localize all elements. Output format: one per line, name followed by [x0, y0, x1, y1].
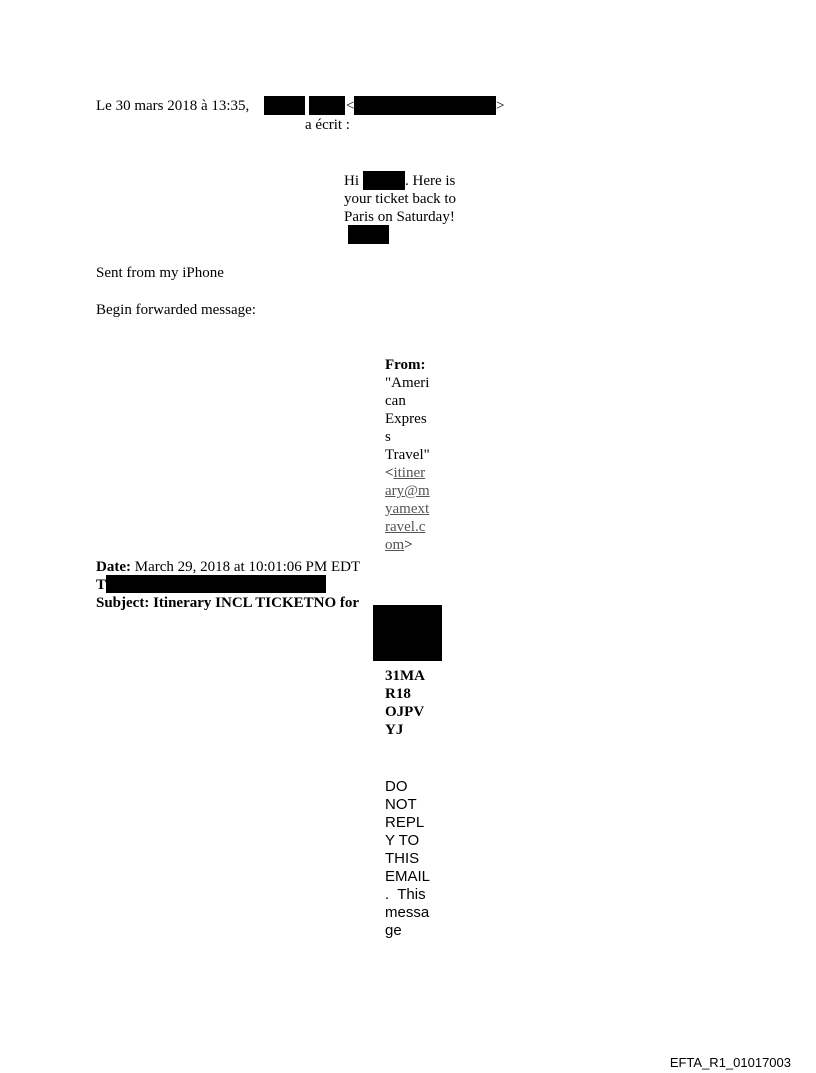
greeting-hi: Hi	[344, 173, 359, 189]
email-link-part[interactable]: ary@m	[385, 483, 430, 499]
from-line: can	[385, 393, 406, 409]
quote-header-gt: >	[496, 98, 505, 114]
quote-header-lt: <	[346, 98, 355, 114]
subject-continuation	[385, 667, 425, 739]
body-text	[385, 778, 430, 940]
subject-continuation-line: R18	[385, 686, 411, 702]
redaction-block	[354, 96, 496, 115]
sent-from-line: Sent from my iPhone	[96, 265, 224, 281]
document-id: EFTA_R1_01017003	[669, 1055, 791, 1070]
body-line: Y TO	[385, 832, 420, 849]
begin-forwarded-line: Begin forwarded message:	[96, 302, 256, 318]
body-line: EMAIL	[385, 868, 431, 885]
from-label: From:	[385, 357, 426, 373]
redaction-block	[106, 575, 326, 593]
date-value: March 29, 2018 at 10:01:06 PM EDT	[134, 559, 361, 575]
redaction-block	[309, 96, 345, 115]
email-open: <	[385, 465, 394, 481]
quote-header-wrote: a écrit :	[305, 117, 350, 133]
to-label: T	[96, 577, 107, 593]
greeting-line1-rest: . Here is	[405, 173, 456, 189]
redaction-block	[264, 96, 305, 115]
greeting-line2: your ticket back to	[344, 191, 457, 207]
subject-continuation-line: 31MA	[385, 668, 425, 684]
redaction-block	[363, 171, 405, 190]
body-line: . This	[385, 886, 426, 903]
date-label: Date:	[96, 559, 131, 575]
from-line: "Ameri	[385, 375, 430, 391]
to-line	[96, 576, 106, 594]
date-line	[96, 558, 360, 576]
body-line: DO	[385, 778, 408, 795]
from-line: s	[385, 429, 391, 445]
redaction-block	[348, 225, 389, 244]
greeting-line3: Paris on Saturday!	[344, 209, 455, 225]
subject-text: Subject: Itinerary INCL TICKETNO for	[96, 595, 360, 611]
body-line: ge	[385, 922, 402, 939]
email-link-part[interactable]: om	[385, 537, 405, 553]
body-line: THIS	[385, 850, 420, 867]
from-line: Travel"	[385, 447, 430, 463]
quote-header-prefix: Le 30 mars 2018 à 13:35,	[96, 98, 250, 114]
subject-continuation-line: OJPV	[385, 704, 425, 720]
from-block	[385, 356, 430, 554]
email-close: >	[404, 537, 413, 553]
email-link-part[interactable]: yamext	[385, 501, 430, 517]
email-link-part[interactable]: itiner	[393, 465, 426, 481]
subject-continuation-line: YJ	[385, 722, 404, 738]
redaction-block	[373, 605, 442, 661]
from-line: Expres	[385, 411, 427, 427]
body-line: REPL	[385, 814, 425, 831]
email-link-part[interactable]: ravel.c	[385, 519, 426, 535]
body-line: NOT	[385, 796, 417, 813]
subject-line	[96, 594, 359, 612]
body-line: messa	[385, 904, 430, 921]
